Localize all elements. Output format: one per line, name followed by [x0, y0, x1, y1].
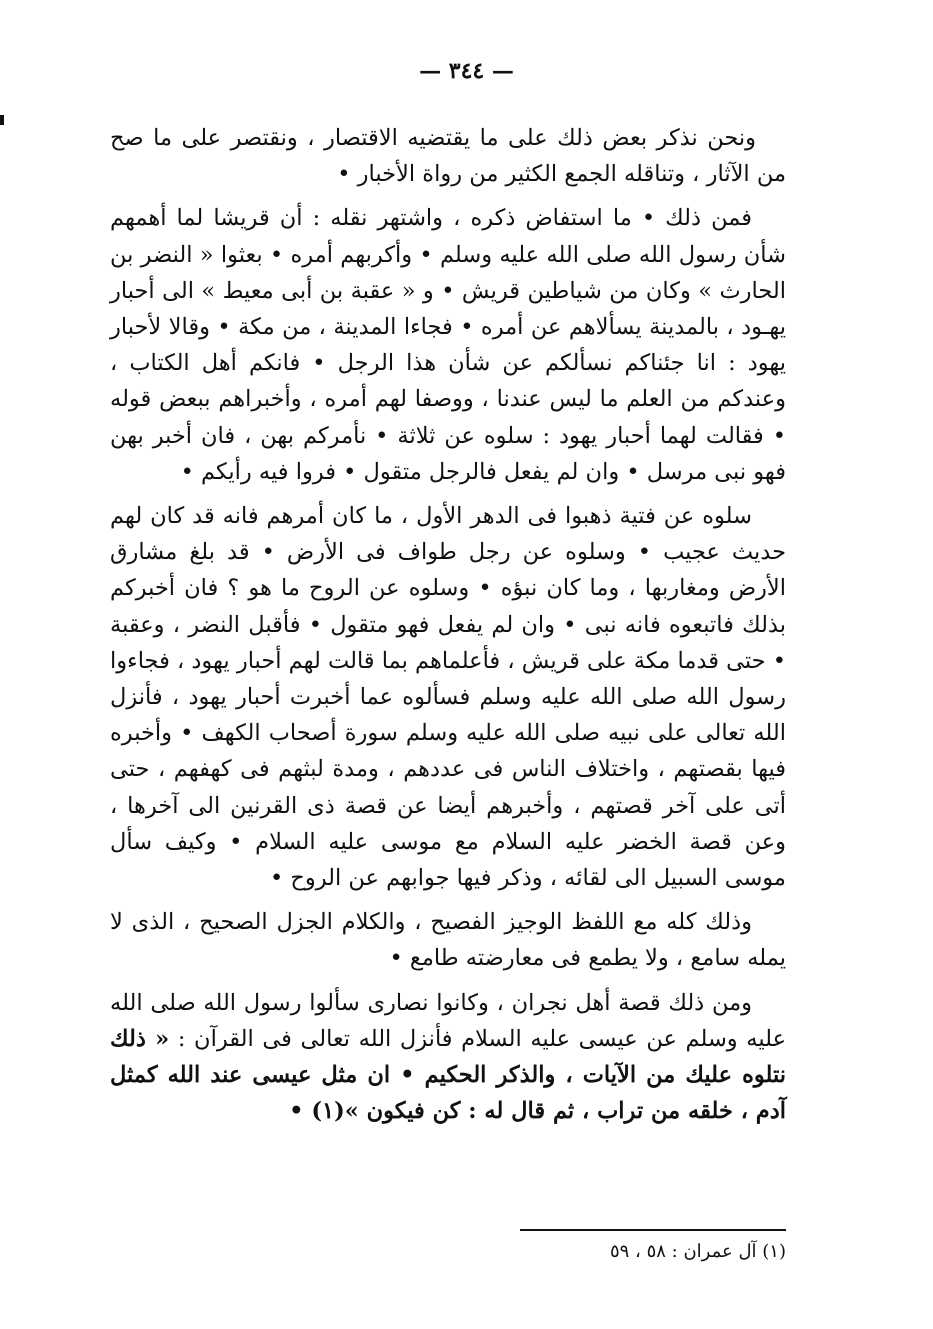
- paragraph-quraysh: فمن ذلك • ما استفاض ذكره ، واشتهر نقله : أن قريشا لما أهمهم شأن رسول الله صلى الله عليه وسلم • وأكربهم أمره • بعثوا « النضر بن الحارث » وكان من شياطين قريش • و « عقبة بن أبى معيط » الى أحبار يهـود ، بالمدينة يسألاهم عن أمره • فجاءا المدينة ، من مكة • وقالا لأحبار يهود : انا جئناكم نسألكم عن شأن هذا الرجل • فانكم أهل الكتاب ، وعندكم من العلم ما ليس عندنا ، ووصفا لهم أمره ، وأخبراهم ببعض قوله • فقالت لهما أحبار يهود : سلوه عن ثلاثة • نأمركم بهن ، فان أخبر بهن فهو نبى مرسل • وان لم يفعل فالرجل متقول • فروا فيه رأيكم •: [110, 205, 786, 485]
- paragraph-intro: ونحن نذكر بعض ذلك على ما يقتضيه الاقتصار ، ونقتصر على ما صح من الآثار ، وتناقله الجمع الكثير من رواة الأخبار •: [110, 125, 786, 188]
- footnote: (١) آل عمران : ٥٨ ، ٥٩: [609, 1241, 786, 1262]
- body-text: [110, 120, 786, 1137]
- paragraph-najran-text: ومن ذلك قصة أهل نجران ، وكانوا نصارى سألوا رسول الله صلى الله عليه وسلم عن عيسى عليه السلام فأنزل الله تعالى فى القرآن :: [110, 989, 787, 1052]
- paragraph-najran: [110, 985, 786, 1130]
- page-number: — ٣٤٤ —: [419, 58, 514, 84]
- scan-margin-mark: [0, 115, 4, 125]
- paragraph-eloquence: وذلك كله مع اللفظ الوجيز الفصيح ، والكلام الجزل الصحيح ، الذى لا يمله سامع ، ولا يطمع فى معارضته طامع •: [110, 909, 786, 972]
- quran-quote: « ذلك نتلوه عليك من الآيات ، والذكر الحكيم • ان مثل عيسى عند الله كمثل آدم ، خلقه من تراب ، ثم قال له : كن فيكون »(١) •: [110, 1025, 786, 1125]
- footnote-divider: [520, 1229, 786, 1231]
- paragraph-questions: سلوه عن فتية ذهبوا فى الدهر الأول ، ما كان أمرهم فانه قد كان لهم حديث عجيب • وسلوه عن رجل طواف فى الأرض • قد بلغ مشارق الأرض ومغاربها ، وما كان نبؤه • وسلوه عن الروح ما هو ؟ فان أخبركم بذلك فاتبعوه فانه نبى • وان لم يفعل فهو متقول • فأقبل النضر ، وعقبة • حتى قدما مكة على قريش ، فأعلماهم بما قالت لهم أحبار يهود ، فجاءوا رسول الله صلى الله عليه وسلم فسألوه عما أخبرت أحبار يهود ، فأنزل الله تعالى على نبيه صلى الله عليه وسلم سورة أصحاب الكهف • وأخبره فيها بقصتهم ، واختلاف الناس فى عددهم ، ومدة لبثهم فى كهفهم ، حتى أتى على آخر قصتهم ، وأخبرهم أيضا عن قصة ذى القرنين الى آخرها ، وعن قصة الخضر عليه السلام مع موسى عليه السلام • وكيف سأل موسى السبيل الى لقائه ، وذكر فيها جوابهم عن الروح •: [110, 503, 786, 892]
